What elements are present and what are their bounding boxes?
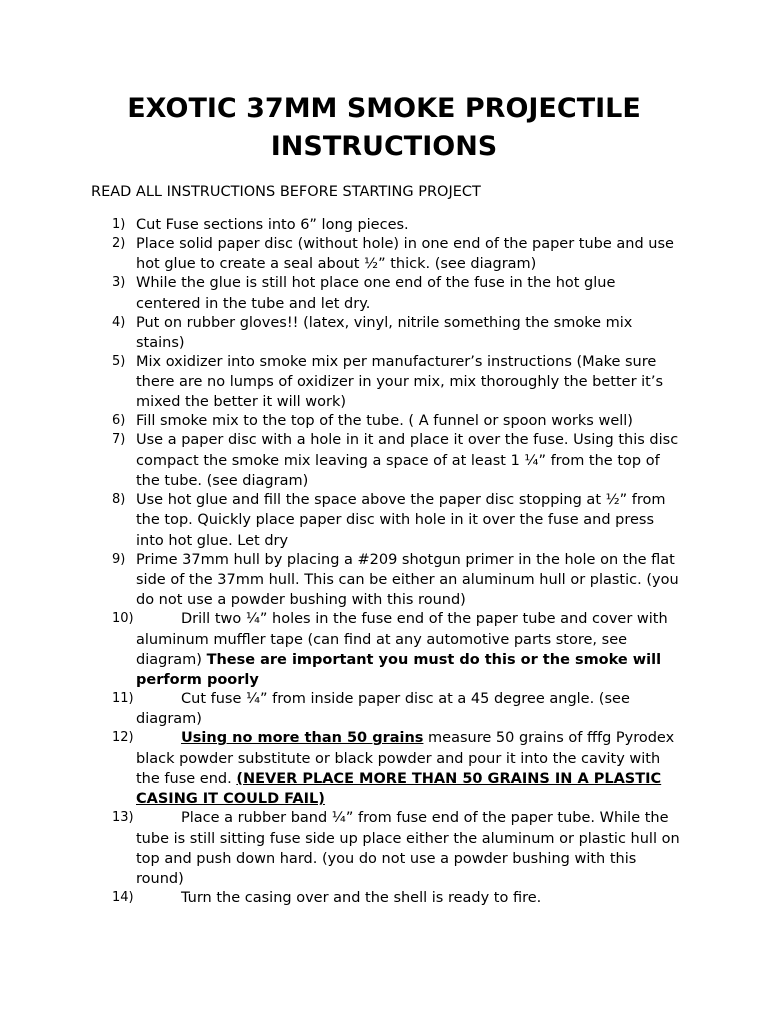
step-text: Use hot glue and fill the space above the paper disc stopping at ½” from the top. Quickly place paper disc with hole in it over the fuse and press into hot glue. Let dry — [136, 492, 666, 549]
step-text: While the glue is still hot place one end of the fuse in the hot glue centered in the tube and let dry. — [136, 275, 616, 312]
step-text: Cut Fuse sections into 6” long pieces. — [136, 217, 409, 233]
step-item — [112, 808, 682, 889]
step-text-group — [136, 611, 668, 688]
step-number: 8) — [112, 492, 126, 508]
step-number: 14) — [112, 890, 134, 906]
title-line-2: INSTRUCTIONS — [270, 131, 498, 162]
step-lead-emphasis: Using no more than 50 grains — [181, 730, 424, 747]
step-item — [112, 411, 682, 431]
step-text: Turn the casing over and the shell is ready to fire. — [181, 890, 542, 907]
step-number: 7) — [112, 432, 126, 448]
step-number: 10) — [112, 611, 134, 627]
step-text: Place solid paper disc (without hole) in one end of the paper tube and use hot glue to create a seal about ½” thick. (see diagram) — [136, 236, 674, 273]
step-text: measure 50 grains of fffg Pyrodex black powder substitute or black powder and pour it into the cavity with the fuse end. — [136, 730, 675, 788]
step-number: 3) — [112, 275, 126, 291]
step-text: Drill two ¼” holes in the fuse end of the paper tube and cover with aluminum muffler tape (can find at any automotive parts store, see diagram) — [136, 611, 668, 668]
step-text: Mix oxidizer into smoke mix per manufacturer’s instructions (Make sure there are no lumps of oxidizer in your mix, mix thoroughly the better it’s mixed the better it will work) — [136, 353, 664, 411]
step-number: 13) — [112, 810, 134, 826]
step-text-group — [136, 730, 674, 807]
step-item — [112, 273, 682, 314]
title-line-1: EXOTIC 37MM SMOKE PROJECTILE — [127, 93, 641, 124]
step-text: Prime 37mm hull by placing a #209 shotgun primer in the hole on the flat side of the 37mm hull. This can be either an aluminum hull or plastic. (you do not use a powder bushing with this round) — [136, 551, 679, 609]
step-number: 4) — [112, 314, 126, 330]
step-item — [112, 352, 682, 413]
step-text: Cut fuse ¼” from inside paper disc at a 45 degree angle. (see diagram) — [136, 691, 630, 728]
step-item — [112, 430, 682, 491]
step-item — [112, 234, 682, 275]
step-item — [112, 689, 682, 730]
step-number: 5) — [112, 353, 126, 369]
intro-text: READ ALL INSTRUCTIONS BEFORE STARTING PROJECT — [91, 184, 481, 200]
step-text: Put on rubber gloves!! (latex, vinyl, nitrile something the smoke mix stains) — [136, 314, 633, 351]
step-number: 2) — [112, 236, 126, 251]
step-emphasis: These are important you must do this or the smoke will perform poorly — [136, 651, 662, 689]
step-warning: (NEVER PLACE MORE THAN 50 GRAINS IN A PLASTIC CASING IT COULD FAIL) — [136, 771, 662, 808]
step-item — [112, 728, 682, 809]
step-item — [112, 609, 682, 690]
step-text: Use a paper disc with a hole in it and place it over the fuse. Using this disc compact the smoke mix leaving a space of at least 1 ¼” from the top of the tube. (see diagram) — [136, 432, 679, 490]
instruction-list — [112, 215, 682, 907]
step-text: Fill smoke mix to the top of the tube. ( A funnel or spoon works well) — [136, 413, 633, 430]
step-number: 12) — [112, 730, 134, 746]
step-number: 9) — [112, 551, 126, 567]
document-title — [60, 90, 708, 166]
step-item — [112, 313, 682, 354]
step-text: Place a rubber band ¼” from fuse end of the paper tube. While the tube is still sitting fuse side up place either the aluminum or plastic hull on top and push down hard. (you do not use a powder bushing with this round) — [136, 810, 680, 888]
step-number: 1) — [112, 217, 126, 232]
step-item — [112, 215, 682, 235]
step-item — [112, 550, 682, 611]
step-number: 6) — [112, 413, 126, 429]
step-item — [112, 888, 682, 908]
step-item — [112, 490, 682, 551]
step-number: 11) — [112, 691, 134, 707]
